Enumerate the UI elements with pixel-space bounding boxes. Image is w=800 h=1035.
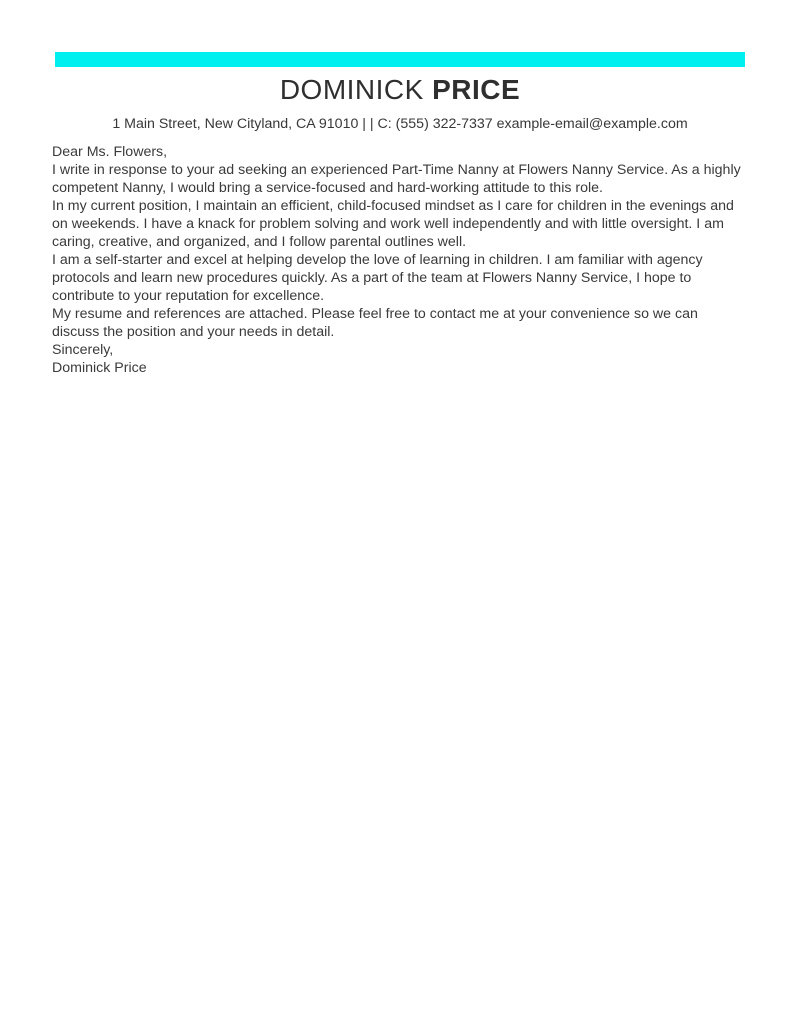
paragraph-2: In my current position, I maintain an efficient, child-focused mindset as I care for children in the evenings and on weekends. I have a knack for problem solving and work well independently and with little oversight. I am caring, creative, and organized, and I follow parental outlines well. (52, 198, 734, 250)
contact-line: 1 Main Street, New Cityland, CA 91010 | | C: (555) 322-7337 example-email@example.com (112, 116, 688, 132)
paragraph-3: I am a self-starter and excel at helping develop the love of learning in children. I am familiar with agency protocols and learn new procedures quickly. As a part of the team at Flowers Nanny Service, I hope to contribute to your reputation for excellence. (52, 252, 703, 304)
closing: Sincerely, (52, 342, 114, 358)
salutation: Dear Ms. Flowers, (52, 144, 168, 160)
signature: Dominick Price (52, 360, 147, 376)
page-title (0, 73, 800, 107)
letter-body (52, 143, 746, 377)
name-last: PRICE (432, 74, 521, 105)
name-space (424, 74, 432, 105)
paragraph-1: I write in response to your ad seeking an experienced Part-Time Nanny at Flowers Nanny Service. As a highly competent Nanny, I would bring a service-focused and hard-working attitude to this role. (52, 162, 741, 196)
name-first: DOMINICK (279, 74, 424, 105)
accent-bar (55, 52, 745, 67)
paragraph-4: My resume and references are attached. Please feel free to contact me at your convenience so we can discuss the position and your needs in detail. (52, 306, 698, 340)
